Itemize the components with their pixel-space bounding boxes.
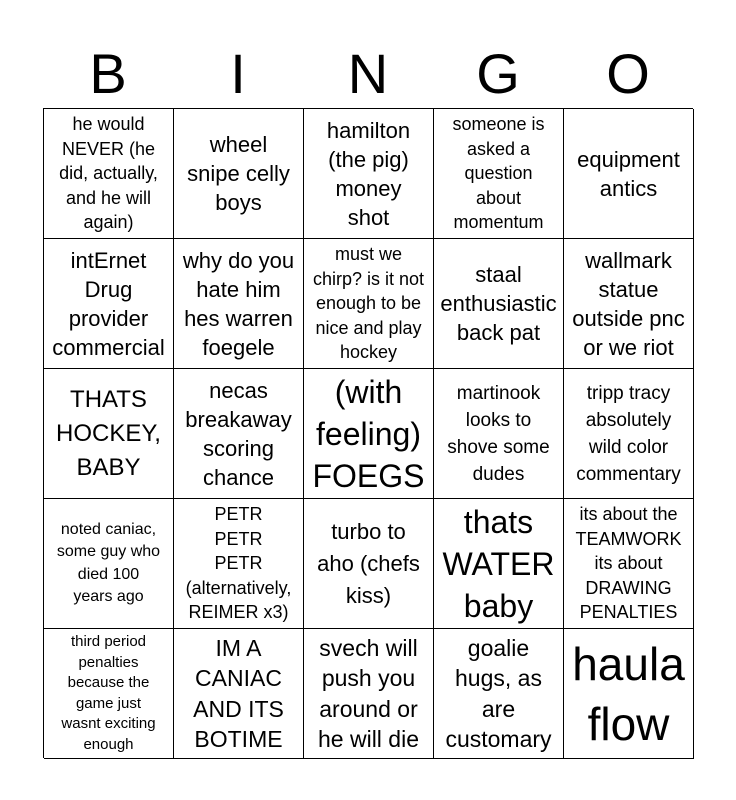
bingo-cell-r5c4[interactable] xyxy=(434,629,564,759)
bingo-cell-r4c2[interactable] xyxy=(174,499,304,629)
cell-text: intErnet Drug provider commercial xyxy=(52,247,165,360)
cell-text: IM A CANIAC AND ITS BOTIME xyxy=(193,634,284,752)
bingo-cell-r3c1[interactable] xyxy=(44,369,174,499)
bingo-cell-r2c4[interactable] xyxy=(434,239,564,369)
cell-text: haula flow xyxy=(572,637,685,750)
cell-text: its about the TEAMWORK its about DRAWING PENALTIES xyxy=(575,504,682,623)
bingo-header xyxy=(43,40,693,108)
cell-text: noted caniac, some guy who died 100 years ago xyxy=(56,520,161,605)
cell-text: he would NEVER (he did, actually, and he will again) xyxy=(59,114,158,233)
cell-text: wallmark statue outside pnc or we riot xyxy=(572,247,685,360)
bingo-cell-r5c1[interactable] xyxy=(44,629,174,759)
bingo-cell-r1c2[interactable] xyxy=(174,109,304,239)
bingo-cell-r3c4[interactable] xyxy=(434,369,564,499)
header-letter-n: N xyxy=(347,42,389,105)
cell-text: turbo to aho (chefs kiss) xyxy=(317,518,420,608)
header-letter-i: I xyxy=(230,42,246,105)
cell-text: why do you hate him hes warren foegele xyxy=(182,247,295,360)
cell-text: THATS HOCKEY, BABY xyxy=(56,385,161,481)
header-letter-g: G xyxy=(476,42,520,105)
bingo-cell-r5c5[interactable] xyxy=(564,629,694,759)
bingo-cell-r4c4[interactable] xyxy=(434,499,564,629)
cell-text: tripp tracy absolutely wild color commentary xyxy=(576,382,681,485)
cell-text: equipment antics xyxy=(577,146,680,201)
cell-text: svech will push you around or he will die xyxy=(318,634,419,752)
bingo-cell-r1c4[interactable] xyxy=(434,109,564,239)
header-letter-b: B xyxy=(89,42,127,105)
bingo-cell-r2c2[interactable] xyxy=(174,239,304,369)
cell-text: necas breakaway scoring chance xyxy=(185,377,292,490)
cell-text: wheel snipe celly boys xyxy=(187,132,290,215)
bingo-cell-r1c1[interactable] xyxy=(44,109,174,239)
bingo-cell-r2c3[interactable] xyxy=(304,239,434,369)
cell-text: martinook looks to shove some dudes xyxy=(447,382,550,485)
bingo-cell-r4c1[interactable] xyxy=(44,499,174,629)
bingo-cell-r4c5[interactable] xyxy=(564,499,694,629)
bingo-cell-r4c3[interactable] xyxy=(304,499,434,629)
bingo-cell-r2c5[interactable] xyxy=(564,239,694,369)
cell-text: third period penalties because the game just wasnt exciting enough xyxy=(61,633,156,753)
bingo-cell-r1c5[interactable] xyxy=(564,109,694,239)
cell-text: staal enthusiastic back pat xyxy=(440,262,557,345)
bingo-card xyxy=(43,108,693,758)
bingo-cell-r5c2[interactable] xyxy=(174,629,304,759)
cell-text: (with feeling) FOEGS xyxy=(312,373,425,494)
header-letter-o: O xyxy=(606,42,650,105)
cell-text: PETR PETR PETR (alternatively, REIMER x3) xyxy=(185,504,292,623)
cell-text: thats WATER baby xyxy=(442,503,555,624)
bingo-cell-r2c1[interactable] xyxy=(44,239,174,369)
bingo-cell-r3c5[interactable] xyxy=(564,369,694,499)
cell-text: someone is asked a question about momentum xyxy=(452,114,545,233)
cell-text: goalie hugs, as are customary xyxy=(445,634,552,752)
bingo-cell-r3c2[interactable] xyxy=(174,369,304,499)
bingo-cell-r3c3[interactable] xyxy=(304,369,434,499)
bingo-cell-r5c3[interactable] xyxy=(304,629,434,759)
bingo-cell-r1c3[interactable] xyxy=(304,109,434,239)
cell-text: hamilton (the pig) money shot xyxy=(326,117,411,230)
cell-text: must we chirp? is it not enough to be nice and play hockey xyxy=(312,244,425,363)
